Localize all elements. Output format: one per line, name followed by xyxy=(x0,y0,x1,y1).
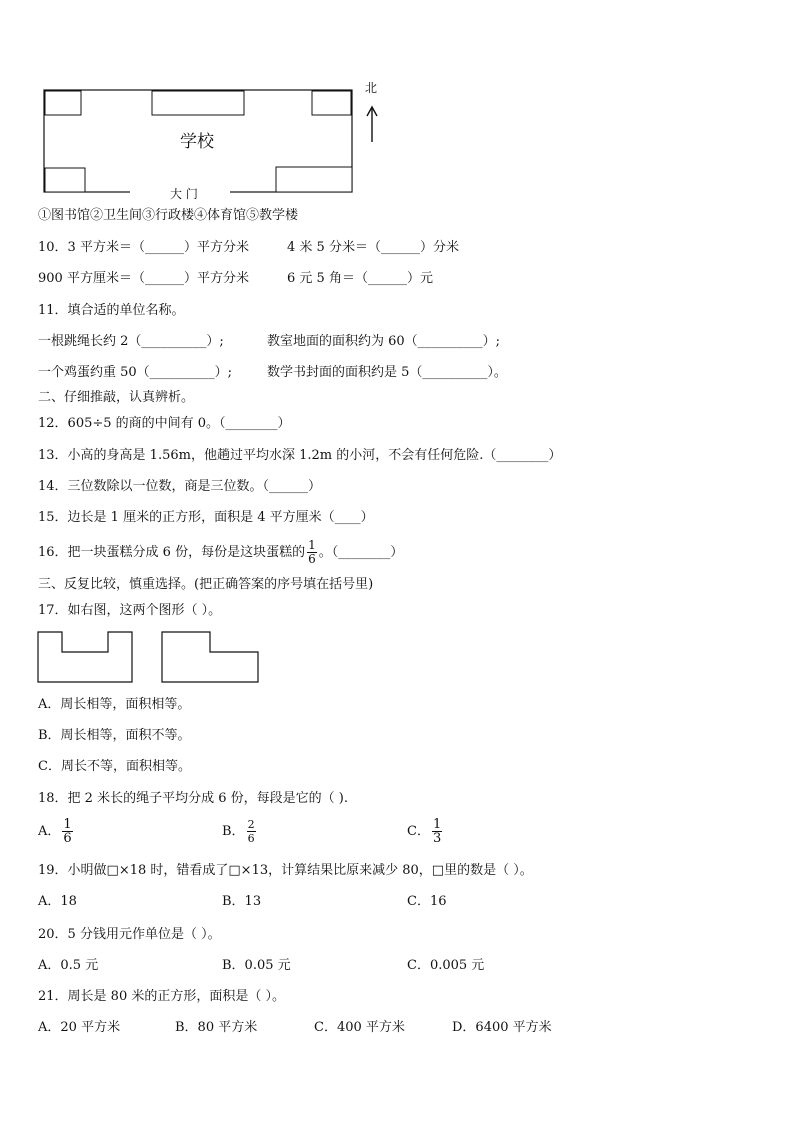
q19-option-c: C．16 xyxy=(407,894,447,909)
map-legend: ①图书馆②卫生间③行政楼④体育馆⑤教学楼 xyxy=(38,208,299,223)
figure-1 xyxy=(38,632,132,682)
building-5 xyxy=(276,167,352,192)
q10-line1-b: 4 米 5 分米＝（______）分米 xyxy=(287,240,459,255)
q18-stem: 18．把 2 米长的绳子平均分成 6 份，每段是它的（ ). xyxy=(38,791,348,806)
q20-option-a: A．0.5 元 xyxy=(38,958,99,973)
q12: 12．605÷5 的商的中间有 0。（________） xyxy=(38,416,291,431)
q19-stem: 19．小明做□×18 时，错看成了□×13，计算结果比原来减少 80，□里的数是（ ）。 xyxy=(38,863,533,878)
q11-a: 一根跳绳长约 2（__________）; xyxy=(38,334,224,349)
q16-fraction: $\frac{1}{6}$ xyxy=(308,538,316,566)
school-map xyxy=(40,80,400,200)
q17-figures xyxy=(36,630,266,684)
q21-option-b: B．80 平方米 xyxy=(175,1020,258,1035)
q18-option-b: B． $\frac{2}{6}$ xyxy=(222,818,255,845)
q10-line2-b: 6 元 5 角＝（______）元 xyxy=(287,271,433,286)
building-2 xyxy=(152,91,244,115)
q10-line1-a: 10．3 平方米＝（______）平方分米 xyxy=(38,240,249,255)
school-label: 学校 xyxy=(180,132,214,152)
section-2-heading: 二、仔细推敲，认真辨析。 xyxy=(38,390,195,405)
q21-option-c: C．400 平方米 xyxy=(314,1020,405,1035)
q14: 14．三位数除以一位数，商是三位数。（______） xyxy=(38,479,322,494)
q11-c: 一个鸡蛋约重 50（__________）; xyxy=(38,365,233,380)
gate-label: 大 门 xyxy=(170,187,198,201)
q10-line2-a: 900 平方厘米＝（______）平方分米 xyxy=(38,271,249,286)
section-3-heading: 三、反复比较，慎重选择。(把正确答案的序号填在括号里) xyxy=(38,577,374,592)
q17-option-b: B．周长相等，面积不等。 xyxy=(38,728,191,743)
q17-option-a: A．周长相等，面积相等。 xyxy=(38,697,191,712)
q15: 15．边长是 1 厘米的正方形，面积是 4 平方厘米（____） xyxy=(38,510,374,525)
q16 xyxy=(38,538,403,568)
q16-before: 16．把一块蛋糕分成 6 份，每份是这块蛋糕的 xyxy=(38,545,306,560)
q21-option-a: A．20 平方米 xyxy=(38,1020,121,1035)
q11-b: 教室地面的面积约为 60（__________）; xyxy=(267,334,501,349)
q11-title: 11．填合适的单位名称。 xyxy=(38,303,185,318)
figure-2 xyxy=(162,632,258,682)
north-label: 北 xyxy=(365,81,378,95)
building-1 xyxy=(45,91,81,115)
q19-option-a: A．18 xyxy=(38,894,77,909)
q13: 13．小高的身高是 1.56m，他趟过平均水深 1.2m 的小河，不会有任何危险.（________） xyxy=(38,448,562,463)
q18-option-a: A． $\frac{1}{6}$ xyxy=(38,817,72,846)
building-3 xyxy=(312,91,351,115)
q21-stem: 21．周长是 80 米的正方形，面积是（ ）。 xyxy=(38,989,285,1004)
q21-option-d: D．6400 平方米 xyxy=(452,1020,552,1035)
q19-option-b: B．13 xyxy=(222,894,262,909)
q18-option-c: C． $\frac{1}{3}$ xyxy=(407,817,442,846)
q20-stem: 20．5 分钱用元作单位是（ ）。 xyxy=(38,927,221,942)
q17-option-c: C．周长不等，面积相等。 xyxy=(38,759,191,774)
q20-option-b: B．0.05 元 xyxy=(222,958,291,973)
building-4 xyxy=(45,168,85,192)
q11-d: 数学书封面的面积约是 5（__________）。 xyxy=(267,365,507,380)
q17-stem: 17．如右图，这两个图形（ ）。 xyxy=(38,603,222,618)
q20-option-c: C．0.005 元 xyxy=(407,958,485,973)
q16-after: 。（________） xyxy=(318,545,404,560)
